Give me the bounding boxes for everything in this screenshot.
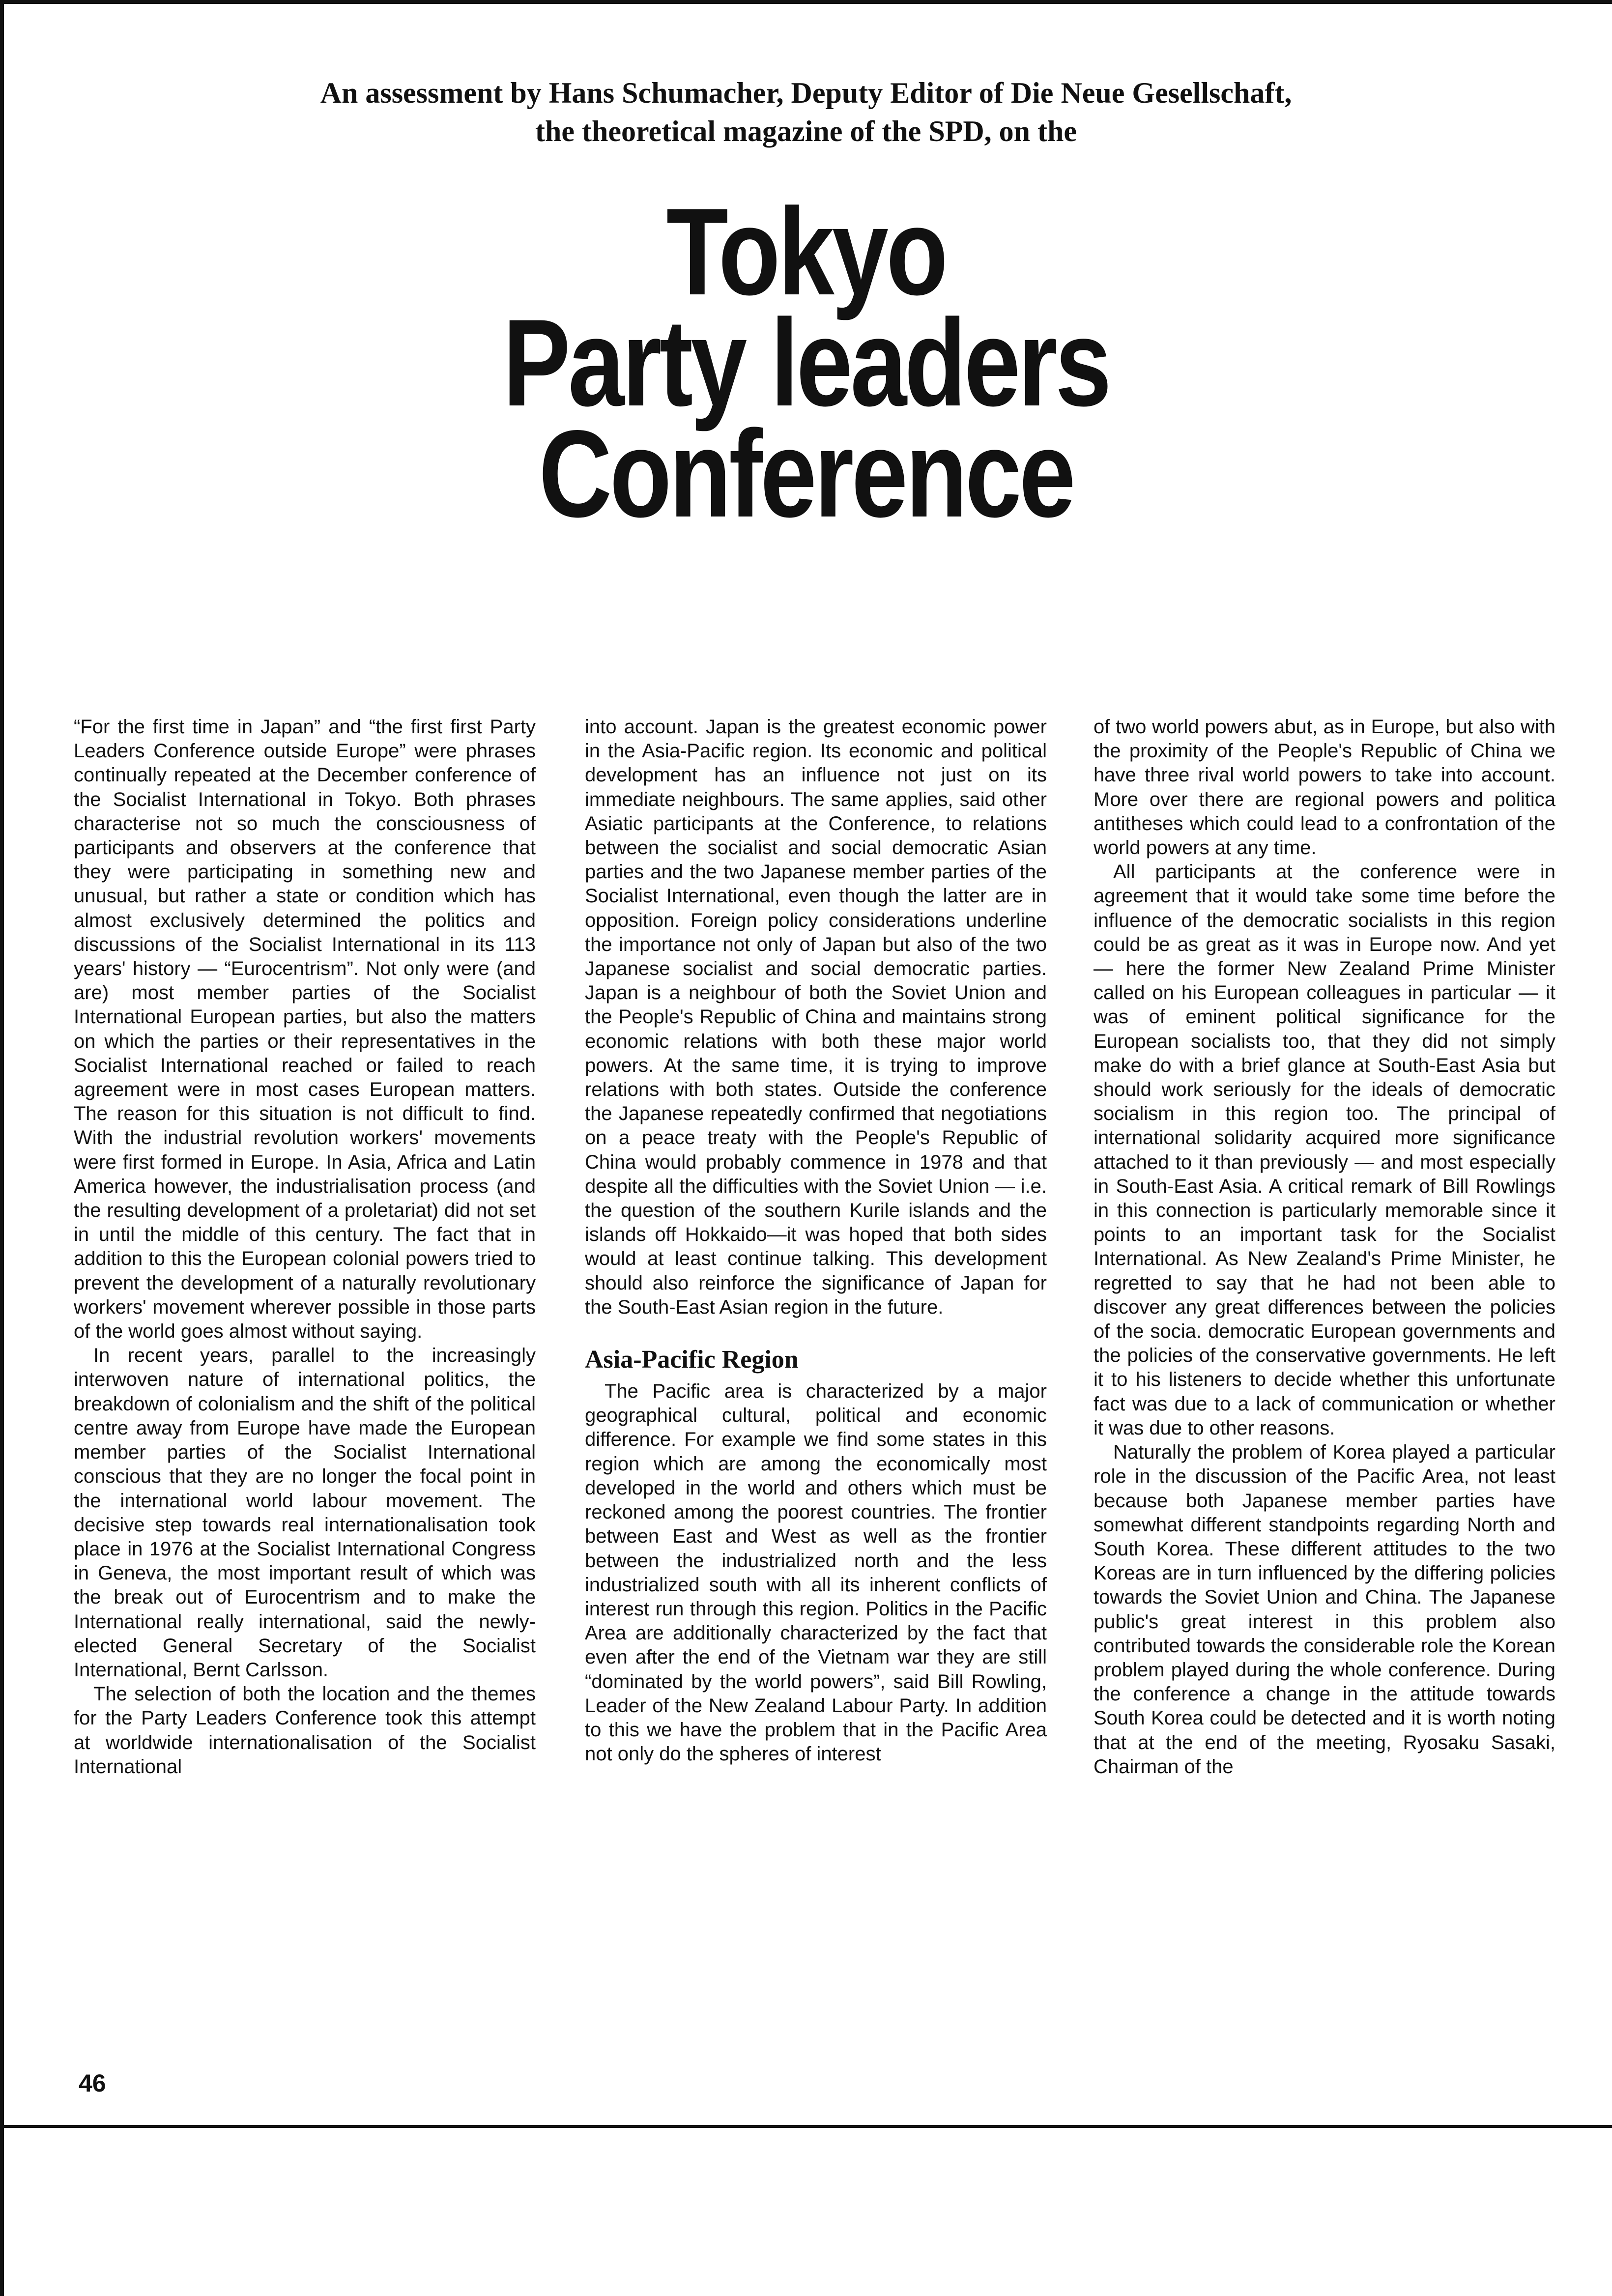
paragraph: In recent years, parallel to the increasingly interwoven nature of international politics, the breakdown of colonialism and the shift of the political centre away from Europe have made the European member parties of the Socialist International conscious that they are no longer the focal point in the international world labour movement. The decisive step towards real internationalisation took place in 1976 at the Socialist International Congress in Geneva, the most important result of which was the break out of Eurocentrism and to make the International really international, said the newly-elected General Secretary of the Socialist International, Bernt Carlsson. — [74, 1345, 536, 1681]
intro-line-1: An assessment by Hans Schumacher, Deputy Editor of Die Neue Gesellschaft, — [320, 77, 1292, 109]
paragraph: into account. Japan is the greatest economic power in the Asia-Pacific region. Its economic and political development has an influence not just on its immediate neighbours. The same applies, said other Asiatic participants at the Conference, to relations between the socialist and social democratic Asian parties and the two Japanese member parties of the Socialist International, even though the latter are in opposition. Foreign policy considerations underline the importance not only of Japan but also of the two Japanese socialist and social democratic parties. Japan is a neighbour of both the Soviet Union and the People's Republic of China and maintains strong economic relations with both these major world powers. At the same time, it is trying to improve relations with both states. Outside the conference the Japanese repeatedly confirmed that negotiations on a peace treaty with the People's Republic of China would probably commence in 1978 and that despite all the difficulties with the Soviet Union — i.e. the question of the southern Kurile islands and the islands off Hokkaido—it was hoped that both sides would at least continue talking. This development should also reinforce the significance of Japan for the South-East Asian region in the future. — [585, 716, 1047, 1318]
paragraph: All participants at the conference were in agreement that it would take some time before the influence of the democratic socialists in this region could be as great as it was in Europe now. And yet — here the former New Zealand Prime Minister called on his European colleagues in particular — it was of eminent political significance for the European socialists too, that they did not simply make do with a brief glance at South-East Asia but should work seriously for the ideals of democratic socialism in this region too. The principal of international solidarity acquired more significance attached to it than previously — and most especially in South-East Asia. A critical remark of Bill Rowlings in this connection is particularly memorable since it points to an important task for the Socialist International. As New Zealand's Prime Minister, he regretted to say that he had not been able to discover any great differences between the policies of the socia. democratic European governments and the policies of the conservative governments. He left it to his listeners to decide whether this unfortunate fact was due to a lack of communication or whether it was due to other reasons. — [1094, 861, 1555, 1439]
bottom-rule — [0, 2125, 1612, 2128]
title-line-2: Party leaders — [502, 294, 1110, 432]
paragraph: “For the first time in Japan” and “the first first Party Leaders Conference outside Europe” were phrases continually repeated at the December conference of the Socialist International in Tokyo. Both phrases characterise not so much the consciousness of participants and observers at the conference that they were participating in something new and unusual, but rather a state or condition which has almost exclusively determined the politics and discussions of the Socialist International in its 113 years' history — “Eurocentrism”. Not only were (and are) most member parties of the Socialist International European parties, but also the matters on which the parties or their representatives in the Socialist International reached or failed to reach agreement were in most cases European matters. The reason for this situation is not difficult to find. With the industrial revolution workers' movements were first formed in Europe. In Asia, Africa and Latin America however, the industrialisation process (and the resulting development of a proletariat) did not set in until the middle of this century. The fact that in addition to this the European colonial powers tried to prevent the development of a naturally revolutionary workers' movement wherever possible in those parts of the world goes almost without saying. — [74, 716, 536, 1343]
section-heading: Asia-Pacific Region — [585, 1346, 799, 1374]
paragraph: Naturally the problem of Korea played a particular role in the discussion of the Pacific Area, not least because both Japanese member parties have somewhat different standpoints regarding North and South Korea. These different attitudes to the two Koreas are in turn influenced by the differing policies towards the Soviet Union and China. The Japanese public's great interest in this problem also contributed towards the considerable role the Korean problem played during the whole conference. During the conference a change in the attitude towards South Korea could be detected and it is worth noting that at the end of the meeting, Ryosaku Sasaki, Chairman of the — [1094, 1441, 1555, 1778]
article-column-2 — [585, 715, 1047, 1766]
title-line-3: Conference — [539, 405, 1073, 543]
paragraph: The Pacific area is characterized by a major geographical cultural, political and economic difference. For example we find some states in this region which are among the economically most developed in the world and others which must be reckoned among the poorest countries. The frontier between East and West as well as the frontier between the industrialized north and the less industrialized south with all its inherent conflicts of interest run through this region. Politics in the Pacific Area are additionally characterized by the fact that even after the end of the Vietnam war they are still “dominated by the world powers”, said Bill Rowling, Leader of the New Zealand Labour Party. In addition to this we have the problem that in the Pacific Area not only do the spheres of interest — [585, 1380, 1047, 1765]
article-title — [387, 183, 1225, 543]
left-border-rule — [0, 0, 4, 2296]
top-border-rule — [0, 0, 1612, 4]
intro-line-2: the theoretical magazine of the SPD, on the — [535, 115, 1077, 147]
article-column-3 — [1094, 715, 1555, 1779]
title-line-1: Tokyo — [666, 183, 946, 321]
page-number: 46 — [79, 2069, 106, 2097]
article-column-1 — [74, 715, 536, 1779]
paragraph: of two world powers abut, as in Europe, but also with the proximity of the People's Republic of China we have three rival world powers to take into account. More over there are regional powers and politica antitheses which could lead to a confrontation of the world powers at any time. — [1094, 716, 1555, 859]
intro-byline — [216, 74, 1396, 150]
paragraph: The selection of both the location and the themes for the Party Leaders Conference took this attempt at worldwide internationalisation of the Socialist International — [74, 1683, 536, 1778]
